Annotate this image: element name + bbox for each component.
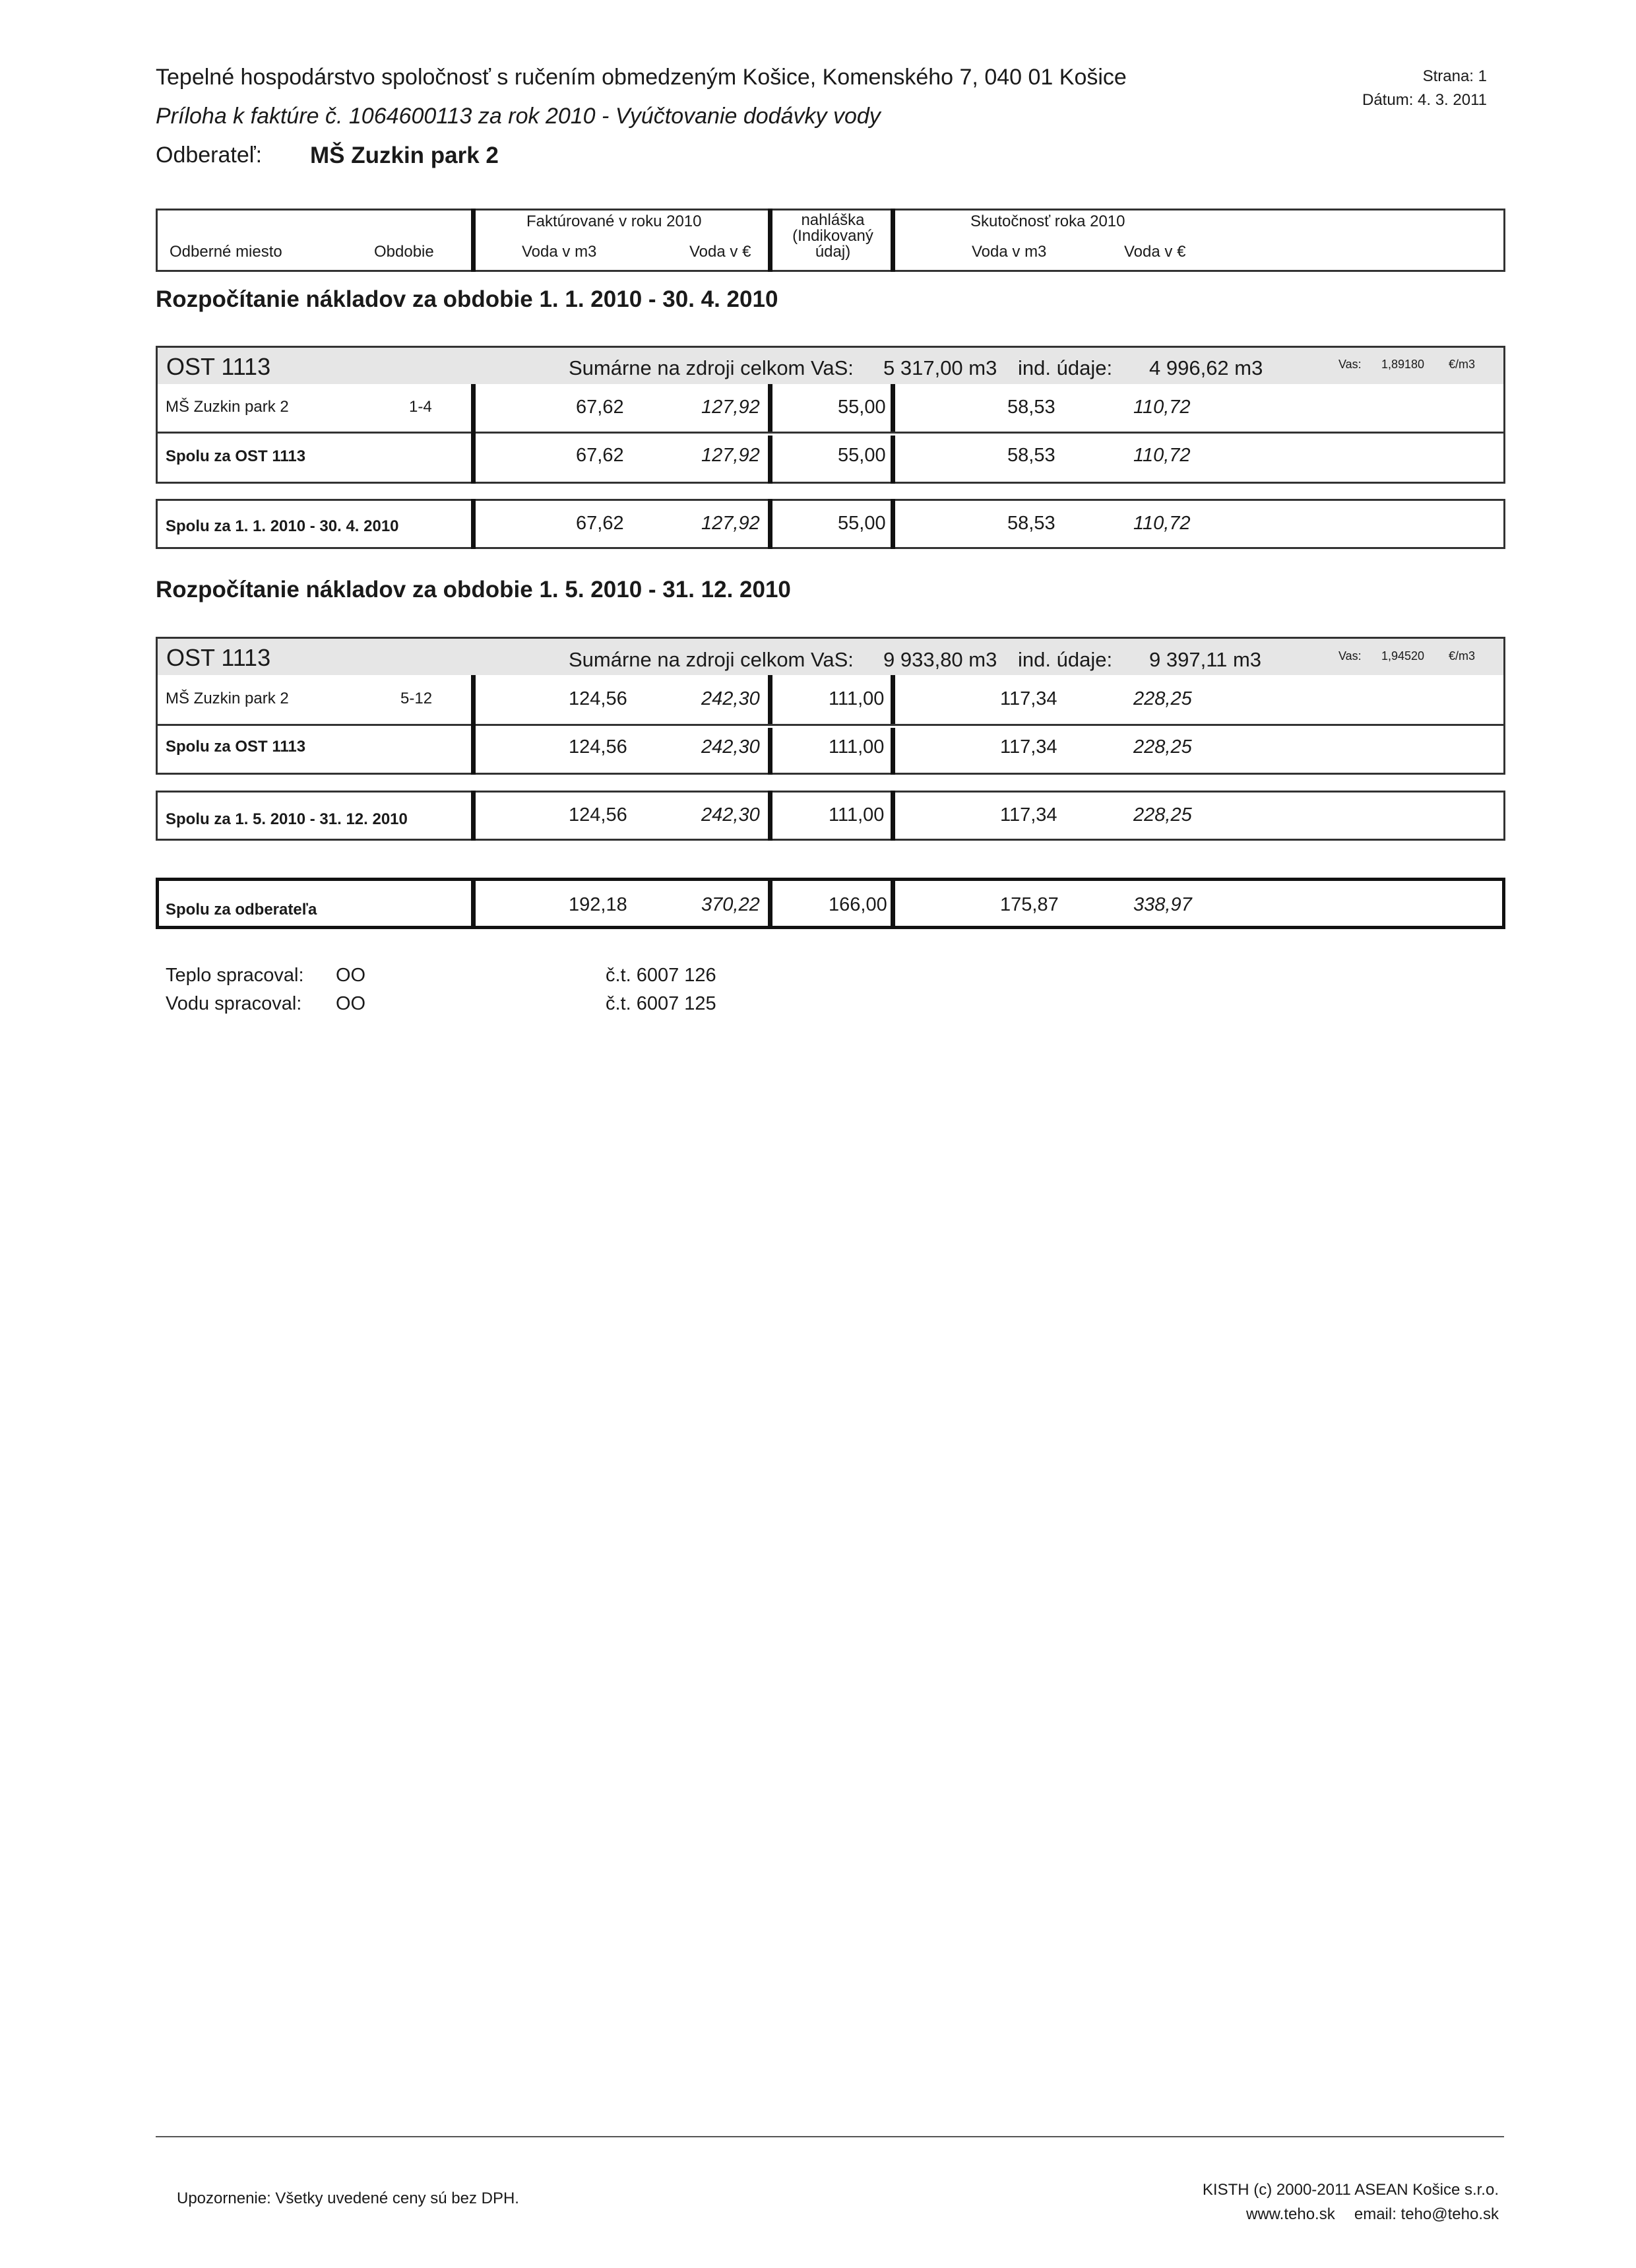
vas-label: Vas: <box>1338 358 1362 371</box>
ost-total-actual-eur: 228,25 <box>1133 736 1192 758</box>
water-processed-label: Vodu spracoval: <box>166 993 302 1014</box>
page-number: Strana: 1 <box>1422 67 1487 85</box>
column-report <box>778 212 887 260</box>
column-divider <box>768 209 772 272</box>
column-divider <box>891 675 895 724</box>
footer-note: Upozornenie: Všetky uvedené ceny sú bez DPH. <box>177 2189 519 2207</box>
column-report-line1: nahláška <box>801 211 865 229</box>
footer-email: email: teho@teho.sk <box>1354 2205 1499 2223</box>
column-actual-group: Skutočnosť roka 2010 <box>970 212 1125 230</box>
customer-total-invoiced-eur: 370,22 <box>701 894 760 915</box>
row-invoiced-eur: 127,92 <box>701 397 760 418</box>
customer-total-actual-eur: 338,97 <box>1133 894 1192 915</box>
source-sum-value: 9 933,80 m3 <box>883 648 997 671</box>
ost-total-label: Spolu za OST 1113 <box>166 447 306 465</box>
customer-total-invoiced-m3: 192,18 <box>569 894 627 915</box>
indicated-value: 9 397,11 m3 <box>1149 648 1262 671</box>
row-report: 111,00 <box>829 688 885 709</box>
company-header: Tepelné hospodárstvo spoločnosť s ručením obmedzeným Košice, Komenského 7, 040 01 Košice <box>156 65 1127 90</box>
period-total-report: 55,00 <box>838 513 886 534</box>
column-divider <box>891 791 895 841</box>
heat-processed-by: OO <box>336 965 366 986</box>
period-total-invoiced-m3: 67,62 <box>576 513 624 534</box>
customer-total-label: Spolu za odberateľa <box>166 901 317 919</box>
ost-total-actual-m3: 117,34 <box>1000 736 1057 758</box>
ost-total-actual-eur: 110,72 <box>1133 445 1191 466</box>
footer-vendor: KISTH (c) 2000-2011 ASEAN Košice s.r.o. <box>1202 2181 1499 2199</box>
row-actual-eur: 228,25 <box>1133 688 1192 709</box>
column-divider <box>768 791 772 841</box>
row-period: 1-4 <box>409 398 432 416</box>
ost-total-label: Spolu za OST 1113 <box>166 738 306 756</box>
row-report: 55,00 <box>838 397 886 418</box>
row-invoiced-m3: 124,56 <box>569 688 627 709</box>
vas-unit: €/m3 <box>1449 358 1476 371</box>
indicated-label: ind. údaje: <box>1018 648 1113 671</box>
indicated-label: ind. údaje: <box>1018 356 1113 379</box>
column-divider <box>471 878 476 929</box>
ost-total-invoiced-eur: 242,30 <box>701 736 760 758</box>
column-actual-m3: Voda v m3 <box>972 243 1047 261</box>
period-total-invoiced-m3: 124,56 <box>569 804 627 826</box>
column-invoiced-eur: Voda v € <box>689 243 751 261</box>
column-divider <box>471 209 476 272</box>
column-divider <box>471 384 476 484</box>
source-sum-label: Sumárne na zdroji celkom VaS: <box>569 648 854 671</box>
document-date: Dátum: 4. 3. 2011 <box>1362 91 1487 109</box>
vas-rate: 1,94520 <box>1381 649 1425 663</box>
period-total-invoiced-eur: 127,92 <box>701 513 760 534</box>
column-divider <box>471 791 476 841</box>
vas-label: Vas: <box>1338 649 1362 663</box>
period-total-actual-m3: 58,53 <box>1007 513 1055 534</box>
ost-total-invoiced-m3: 67,62 <box>576 445 624 466</box>
row-separator <box>156 432 1505 434</box>
customer-name: MŠ Zuzkin park 2 <box>310 143 499 168</box>
period-total-report: 111,00 <box>829 804 885 826</box>
column-divider <box>891 728 895 775</box>
footer-web: www.teho.sk <box>1246 2205 1335 2223</box>
ost-total-invoiced-m3: 124,56 <box>569 736 627 758</box>
column-divider <box>768 436 772 484</box>
customer-total-report: 166,00 <box>829 894 887 915</box>
indicated-value: 4 996,62 m3 <box>1149 356 1263 379</box>
column-report-line2: (Indikovaný <box>792 227 873 245</box>
ost-total-report: 55,00 <box>838 445 886 466</box>
column-divider <box>891 436 895 484</box>
ost-label: OST 1113 <box>166 644 271 671</box>
vas-unit: €/m3 <box>1449 649 1476 663</box>
invoice-attachment-title: Príloha k faktúre č. 1064600113 za rok 2010 - Vyúčtovanie dodávky vody <box>156 104 881 129</box>
row-actual-m3: 58,53 <box>1007 397 1055 418</box>
row-invoiced-m3: 67,62 <box>576 397 624 418</box>
ost-data-box <box>156 384 1505 484</box>
section-title: Rozpočítanie nákladov za obdobie 1. 5. 2010 - 31. 12. 2010 <box>156 577 791 602</box>
row-invoiced-eur: 242,30 <box>701 688 760 709</box>
column-divider <box>768 675 772 724</box>
column-divider <box>891 499 895 549</box>
period-total-label: Spolu za 1. 1. 2010 - 30. 4. 2010 <box>166 517 399 535</box>
column-divider <box>471 499 476 549</box>
water-processed-by: OO <box>336 993 366 1014</box>
column-divider <box>891 384 895 432</box>
customer-label: Odberateľ: <box>156 143 263 168</box>
column-divider <box>768 728 772 775</box>
period-total-invoiced-eur: 242,30 <box>701 804 760 826</box>
customer-total-actual-m3: 175,87 <box>1000 894 1059 915</box>
source-sum-label: Sumárne na zdroji celkom VaS: <box>569 356 854 379</box>
column-place: Odberné miesto <box>170 243 282 261</box>
footer-rule <box>156 2136 1504 2137</box>
period-total-actual-m3: 117,34 <box>1000 804 1057 826</box>
heat-processed-label: Teplo spracoval: <box>166 965 304 986</box>
period-total-actual-eur: 110,72 <box>1133 513 1191 534</box>
row-actual-m3: 117,34 <box>1000 688 1057 709</box>
period-total-label: Spolu za 1. 5. 2010 - 31. 12. 2010 <box>166 810 408 828</box>
column-report-line3: údaj) <box>815 243 851 261</box>
section-title: Rozpočítanie nákladov za obdobie 1. 1. 2010 - 30. 4. 2010 <box>156 286 778 312</box>
column-period: Obdobie <box>374 243 434 261</box>
row-place: MŠ Zuzkin park 2 <box>166 398 289 416</box>
ost-total-invoiced-eur: 127,92 <box>701 445 760 466</box>
column-invoiced-m3: Voda v m3 <box>522 243 597 261</box>
source-sum-value: 5 317,00 m3 <box>883 356 997 379</box>
ost-total-actual-m3: 58,53 <box>1007 445 1055 466</box>
column-divider <box>891 878 895 929</box>
column-actual-eur: Voda v € <box>1124 243 1186 261</box>
column-divider <box>768 499 772 549</box>
row-period: 5-12 <box>400 690 433 707</box>
ost-total-report: 111,00 <box>829 736 885 758</box>
row-separator <box>156 724 1505 726</box>
row-place: MŠ Zuzkin park 2 <box>166 690 289 707</box>
page-meta <box>1362 65 1487 112</box>
vas-rate: 1,89180 <box>1381 358 1425 371</box>
ost-label: OST 1113 <box>166 353 271 380</box>
period-total-actual-eur: 228,25 <box>1133 804 1192 826</box>
water-processed-phone: č.t. 6007 125 <box>606 993 716 1014</box>
column-invoiced-group: Faktúrované v roku 2010 <box>526 212 702 230</box>
column-divider <box>471 675 476 775</box>
heat-processed-phone: č.t. 6007 126 <box>606 965 716 986</box>
column-divider <box>891 209 895 272</box>
column-divider <box>768 384 772 432</box>
column-divider <box>768 878 772 929</box>
row-actual-eur: 110,72 <box>1133 397 1191 418</box>
